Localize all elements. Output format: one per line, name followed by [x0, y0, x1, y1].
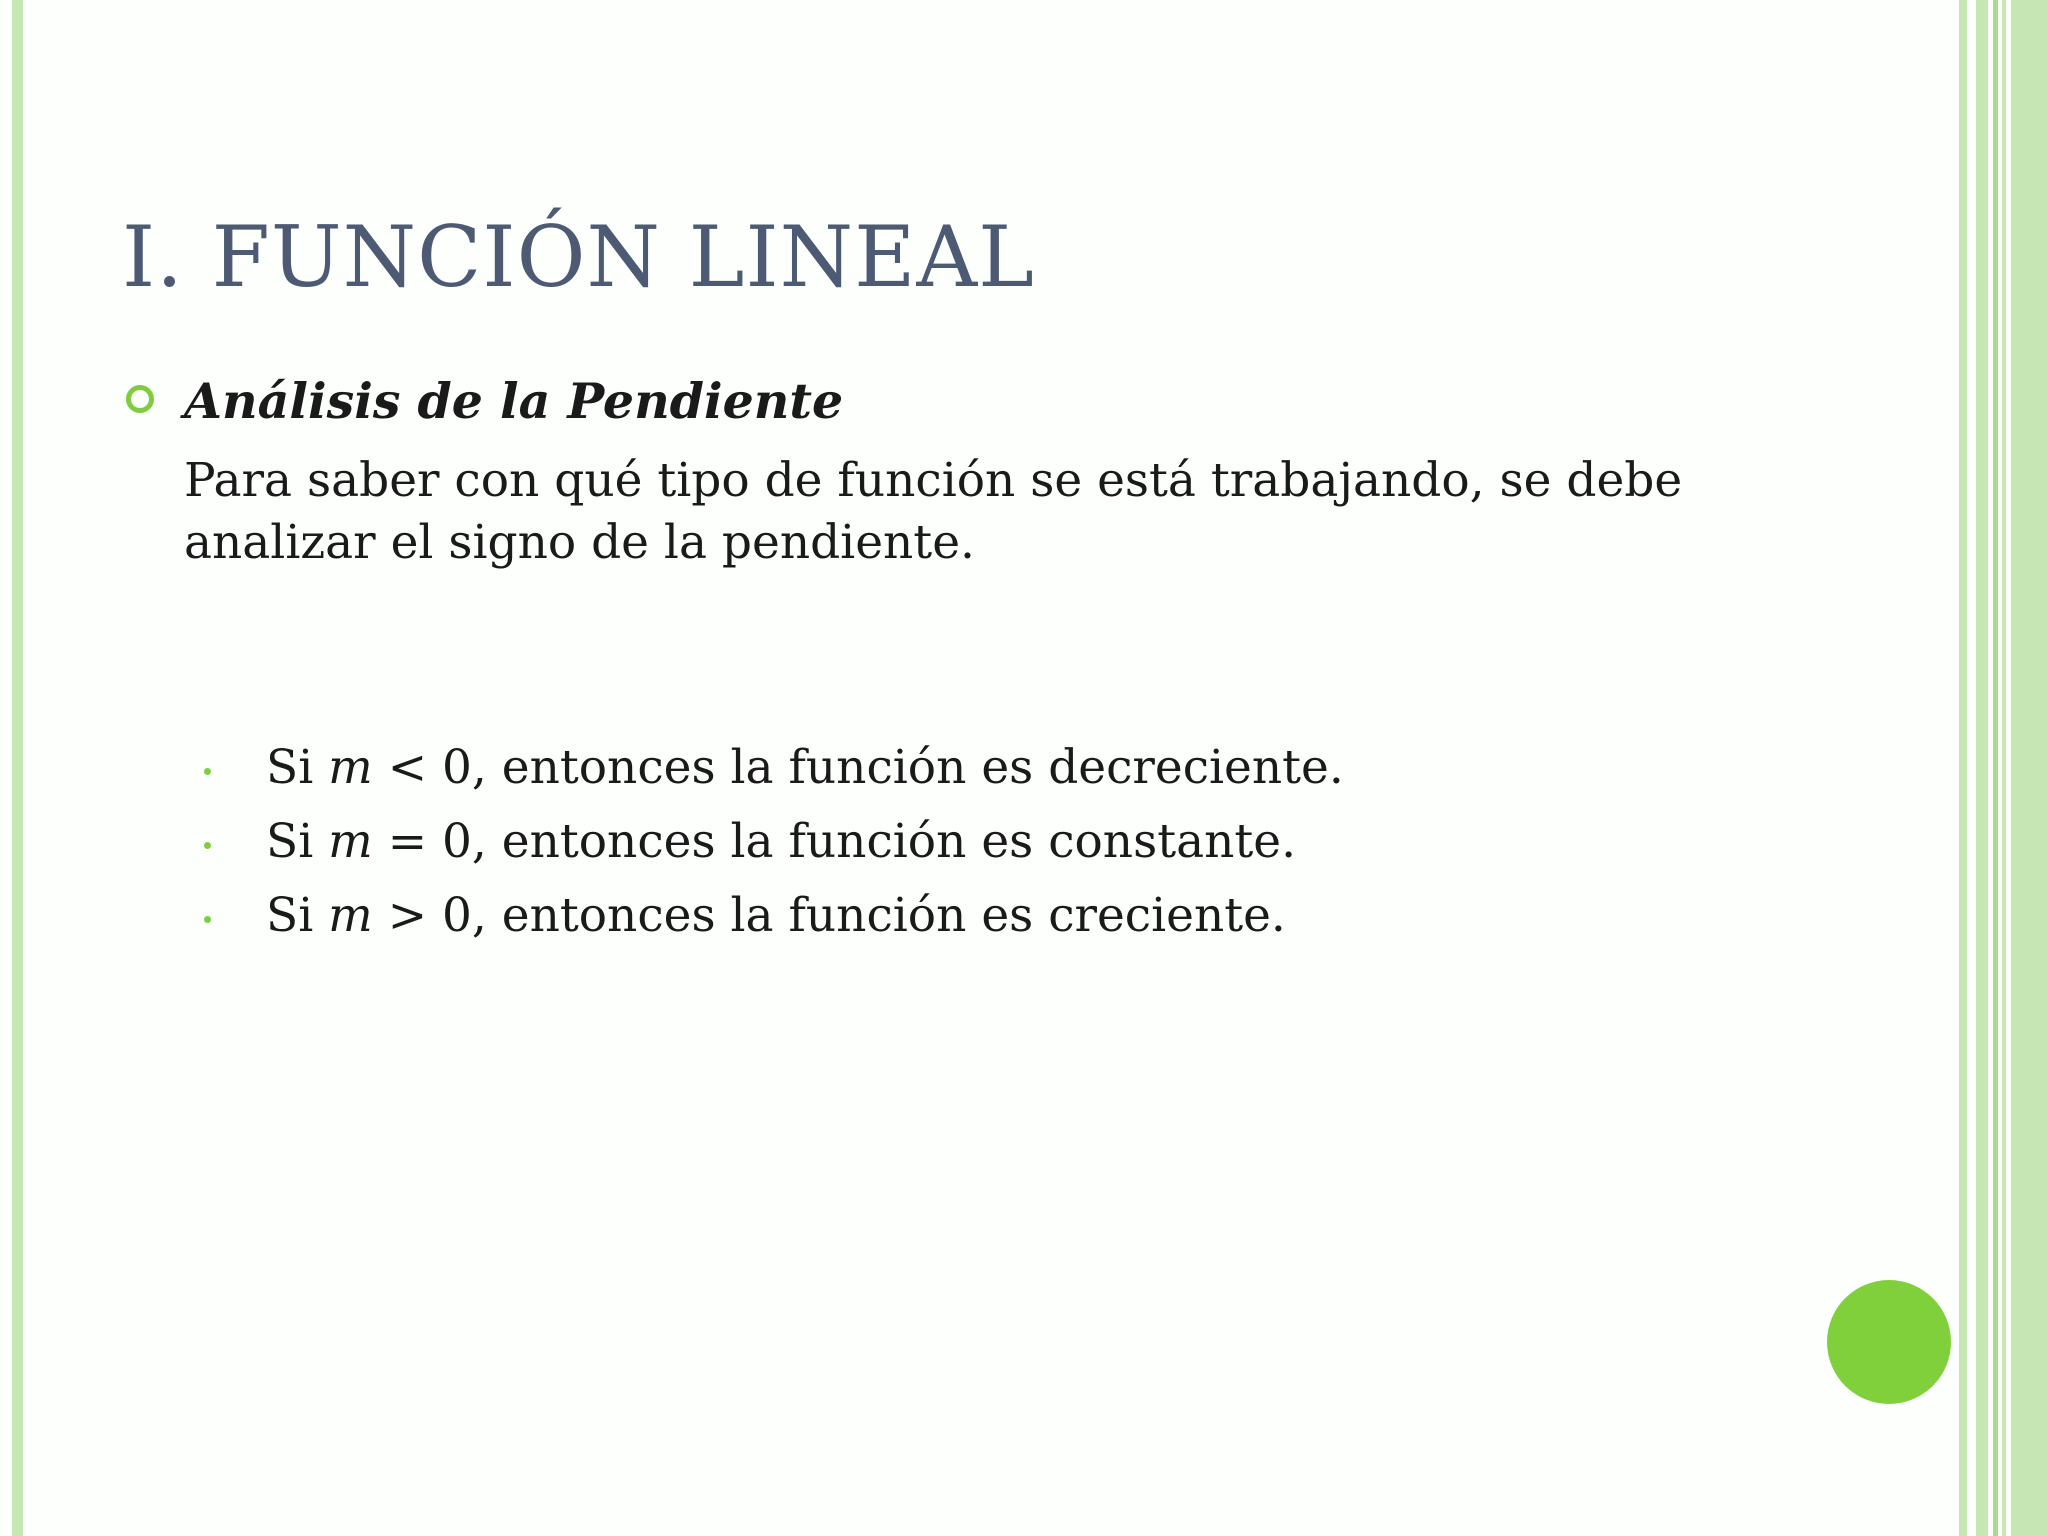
slide-title: I. FUNCIÓN LINEAL	[122, 208, 1035, 306]
section-paragraph: Para saber con qué tipo de función se está trabajando, se debe analizar el signo de la pendiente.	[184, 453, 1683, 570]
item-prefix: Si	[266, 814, 329, 869]
list-item	[200, 888, 1344, 962]
condition-list	[200, 740, 1344, 962]
dot-bullet-icon	[204, 842, 211, 849]
left-border-strip	[12, 0, 23, 1536]
item-prefix: Si	[266, 888, 329, 943]
right-border-band	[2002, 0, 2006, 1536]
item-variable: m	[328, 888, 373, 943]
item-suffix: < 0, entonces la función es decreciente.	[372, 740, 1344, 795]
item-variable: m	[328, 740, 373, 795]
dot-bullet-icon	[204, 916, 211, 923]
item-suffix: > 0, entonces la función es creciente.	[372, 888, 1286, 943]
section-heading: Análisis de la Pendiente	[184, 372, 844, 430]
right-border-band	[2011, 0, 2048, 1536]
item-variable: m	[328, 814, 373, 869]
item-prefix: Si	[266, 740, 329, 795]
green-circle-decoration	[1827, 1280, 1951, 1404]
right-border-band	[1959, 0, 1967, 1536]
ring-bullet-icon	[126, 385, 154, 413]
right-border-band	[1976, 0, 1988, 1536]
dot-bullet-icon	[204, 768, 211, 775]
list-item	[200, 740, 1344, 814]
item-suffix: = 0, entonces la función es constante.	[372, 814, 1297, 869]
list-item	[200, 814, 1344, 888]
right-border-band	[1993, 0, 1998, 1536]
